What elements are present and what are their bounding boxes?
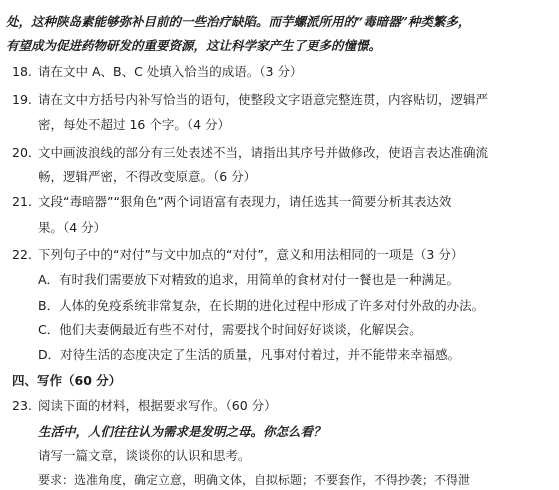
- section-heading: 四、写作（60 分）: [12, 373, 122, 388]
- option-c: C．他们夫妻俩最近有些不对付，需要找个时间好好谈谈，化解误会。: [38, 322, 422, 337]
- question-text: 下列句子中的“对付”与文中加点的“对付”，意义和用法相同的一项是（3 分）: [38, 247, 464, 262]
- option-d: D．对待生活的态度决定了生活的质量，凡事对付着过，并不能带来幸福感。: [38, 347, 461, 362]
- question-number: 21.: [12, 194, 32, 209]
- question-text: 阅读下面的材料，根据要求写作。（60 分）: [38, 398, 277, 413]
- question-number: 18.: [12, 64, 32, 79]
- question-number: 20.: [12, 145, 32, 160]
- question-text-continued: 畅，逻辑严密，不得改变原意。（6 分）: [38, 169, 257, 184]
- option-a: A．有时我们需要放下对精致的追求，用简单的食材对付一餐也是一种满足。: [38, 272, 460, 287]
- question-number: 19.: [12, 92, 32, 107]
- writing-requirements: 要求：选准角度，确定立意，明确文体，自拟标题；不要套作，不得抄袭；不得泄: [38, 473, 471, 487]
- question-text-continued: 果。（4 分）: [38, 220, 107, 235]
- question-text: 文段“毒暗器”“狠角色”两个词语富有表现力，请任选其一简要分析其表达效: [38, 194, 452, 209]
- question-number: 22.: [12, 247, 32, 262]
- writing-material: 生活中，人们往往认为需求是发明之母。你怎么看？: [38, 424, 326, 439]
- question-text-continued: 密，每处不超过 16 个字。（4 分）: [38, 117, 231, 132]
- writing-instruction: 请写一篇文章，谈谈你的认识和思考。: [38, 448, 251, 463]
- question-text: 文中画波浪线的部分有三处表述不当，请指出其序号并做修改，使语言表达准确流: [38, 145, 489, 160]
- question-text: 请在文中 A、B、C 处填入恰当的成语。（3 分）: [38, 64, 303, 79]
- option-b: B．人体的免疫系统非常复杂，在长期的进化过程中形成了许多对付外敌的办法。: [38, 298, 485, 313]
- question-text: 请在文中方括号内补写恰当的语句，使整段文字语意完整连贯，内容贴切，逻辑严: [38, 92, 489, 107]
- intro-line-1: 处，这种陕岛素能够弥补目前的一些治疗缺陷。而芋螺派所用的“毒暗器”种类繁多，: [6, 14, 471, 29]
- question-number: 23.: [12, 398, 32, 413]
- intro-line-2: 有望成为促进药物研发的重要资源，这让科学家产生了更多的憧憬。: [6, 38, 382, 53]
